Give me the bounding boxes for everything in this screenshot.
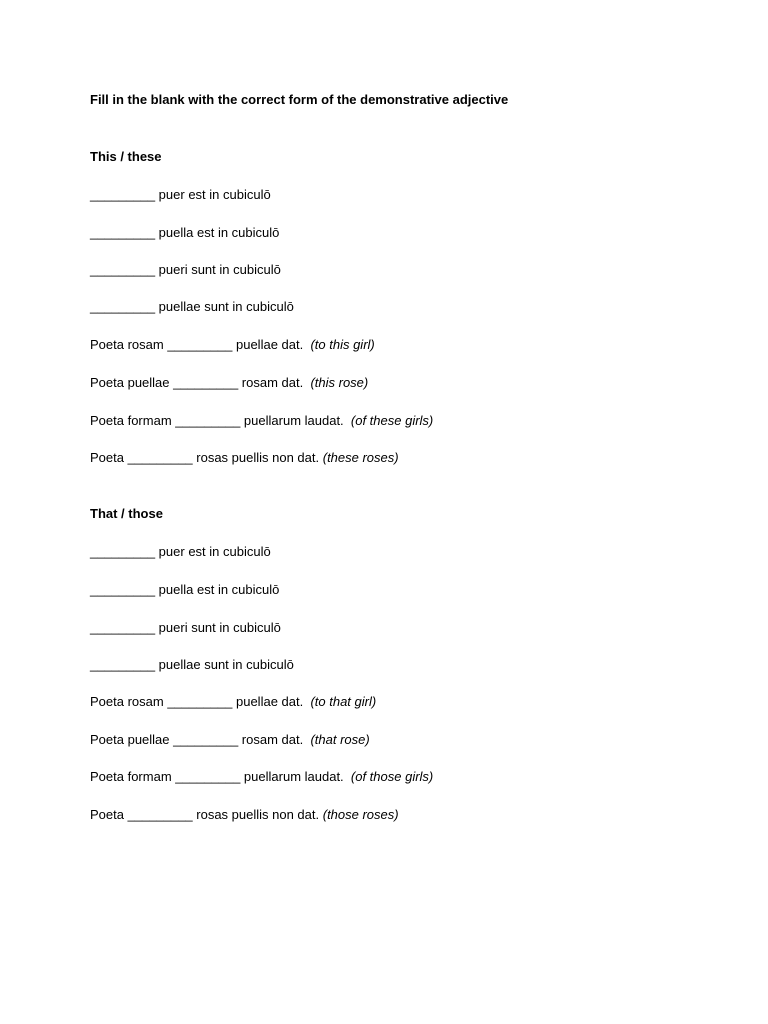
section-heading-this-these: This / these [90, 149, 162, 164]
exercise-line [90, 807, 399, 823]
exercise-hint: (to that girl) [310, 694, 377, 709]
exercise-line [90, 694, 376, 710]
section-heading-that-those: That / those [90, 506, 163, 521]
exercise-line [90, 732, 370, 748]
exercise-text: _________ puellae sunt in cubiculō [90, 657, 294, 672]
exercise-hint: (those roses) [322, 807, 399, 822]
exercise-line [90, 225, 279, 241]
exercise-text: Poeta _________ rosas puellis non dat. [90, 450, 323, 465]
exercise-text: Poeta formam _________ puellarum laudat. [90, 769, 351, 784]
exercise-line [90, 187, 271, 203]
exercise-line [90, 337, 375, 353]
exercise-hint: (that rose) [310, 732, 370, 747]
exercise-text: _________ puella est in cubiculō [90, 225, 280, 240]
exercise-line [90, 450, 399, 466]
exercise-line [90, 375, 368, 391]
exercise-hint: (these roses) [322, 450, 399, 465]
exercise-text: _________ puella est in cubiculō [90, 582, 280, 597]
exercise-line [90, 620, 281, 636]
exercise-text: Poeta puellae _________ rosam dat. [90, 375, 311, 390]
exercise-text: _________ pueri sunt in cubiculō [90, 262, 281, 277]
exercise-line [90, 299, 294, 315]
exercise-text: _________ puer est in cubiculō [90, 544, 271, 559]
exercise-line [90, 413, 433, 429]
exercise-line [90, 544, 271, 560]
exercise-line [90, 262, 281, 278]
exercise-text: Poeta formam _________ puellarum laudat. [90, 413, 351, 428]
exercise-line [90, 582, 279, 598]
exercise-text: Poeta rosam _________ puellae dat. [90, 337, 311, 352]
exercise-text: _________ puer est in cubiculō [90, 187, 271, 202]
exercise-text: Poeta _________ rosas puellis non dat. [90, 807, 323, 822]
exercise-hint: (of these girls) [350, 413, 434, 428]
exercise-text: _________ puellae sunt in cubiculō [90, 299, 294, 314]
exercise-text: Poeta rosam _________ puellae dat. [90, 694, 311, 709]
exercise-line [90, 769, 433, 785]
exercise-hint: (to this girl) [310, 337, 375, 352]
exercise-hint: (of those girls) [350, 769, 434, 784]
exercise-hint: (this rose) [310, 375, 369, 390]
worksheet-title: Fill in the blank with the correct form of the demonstrative adjective [90, 92, 509, 107]
exercise-text: Poeta puellae _________ rosam dat. [90, 732, 311, 747]
exercise-text: _________ pueri sunt in cubiculō [90, 620, 281, 635]
exercise-line [90, 657, 294, 673]
